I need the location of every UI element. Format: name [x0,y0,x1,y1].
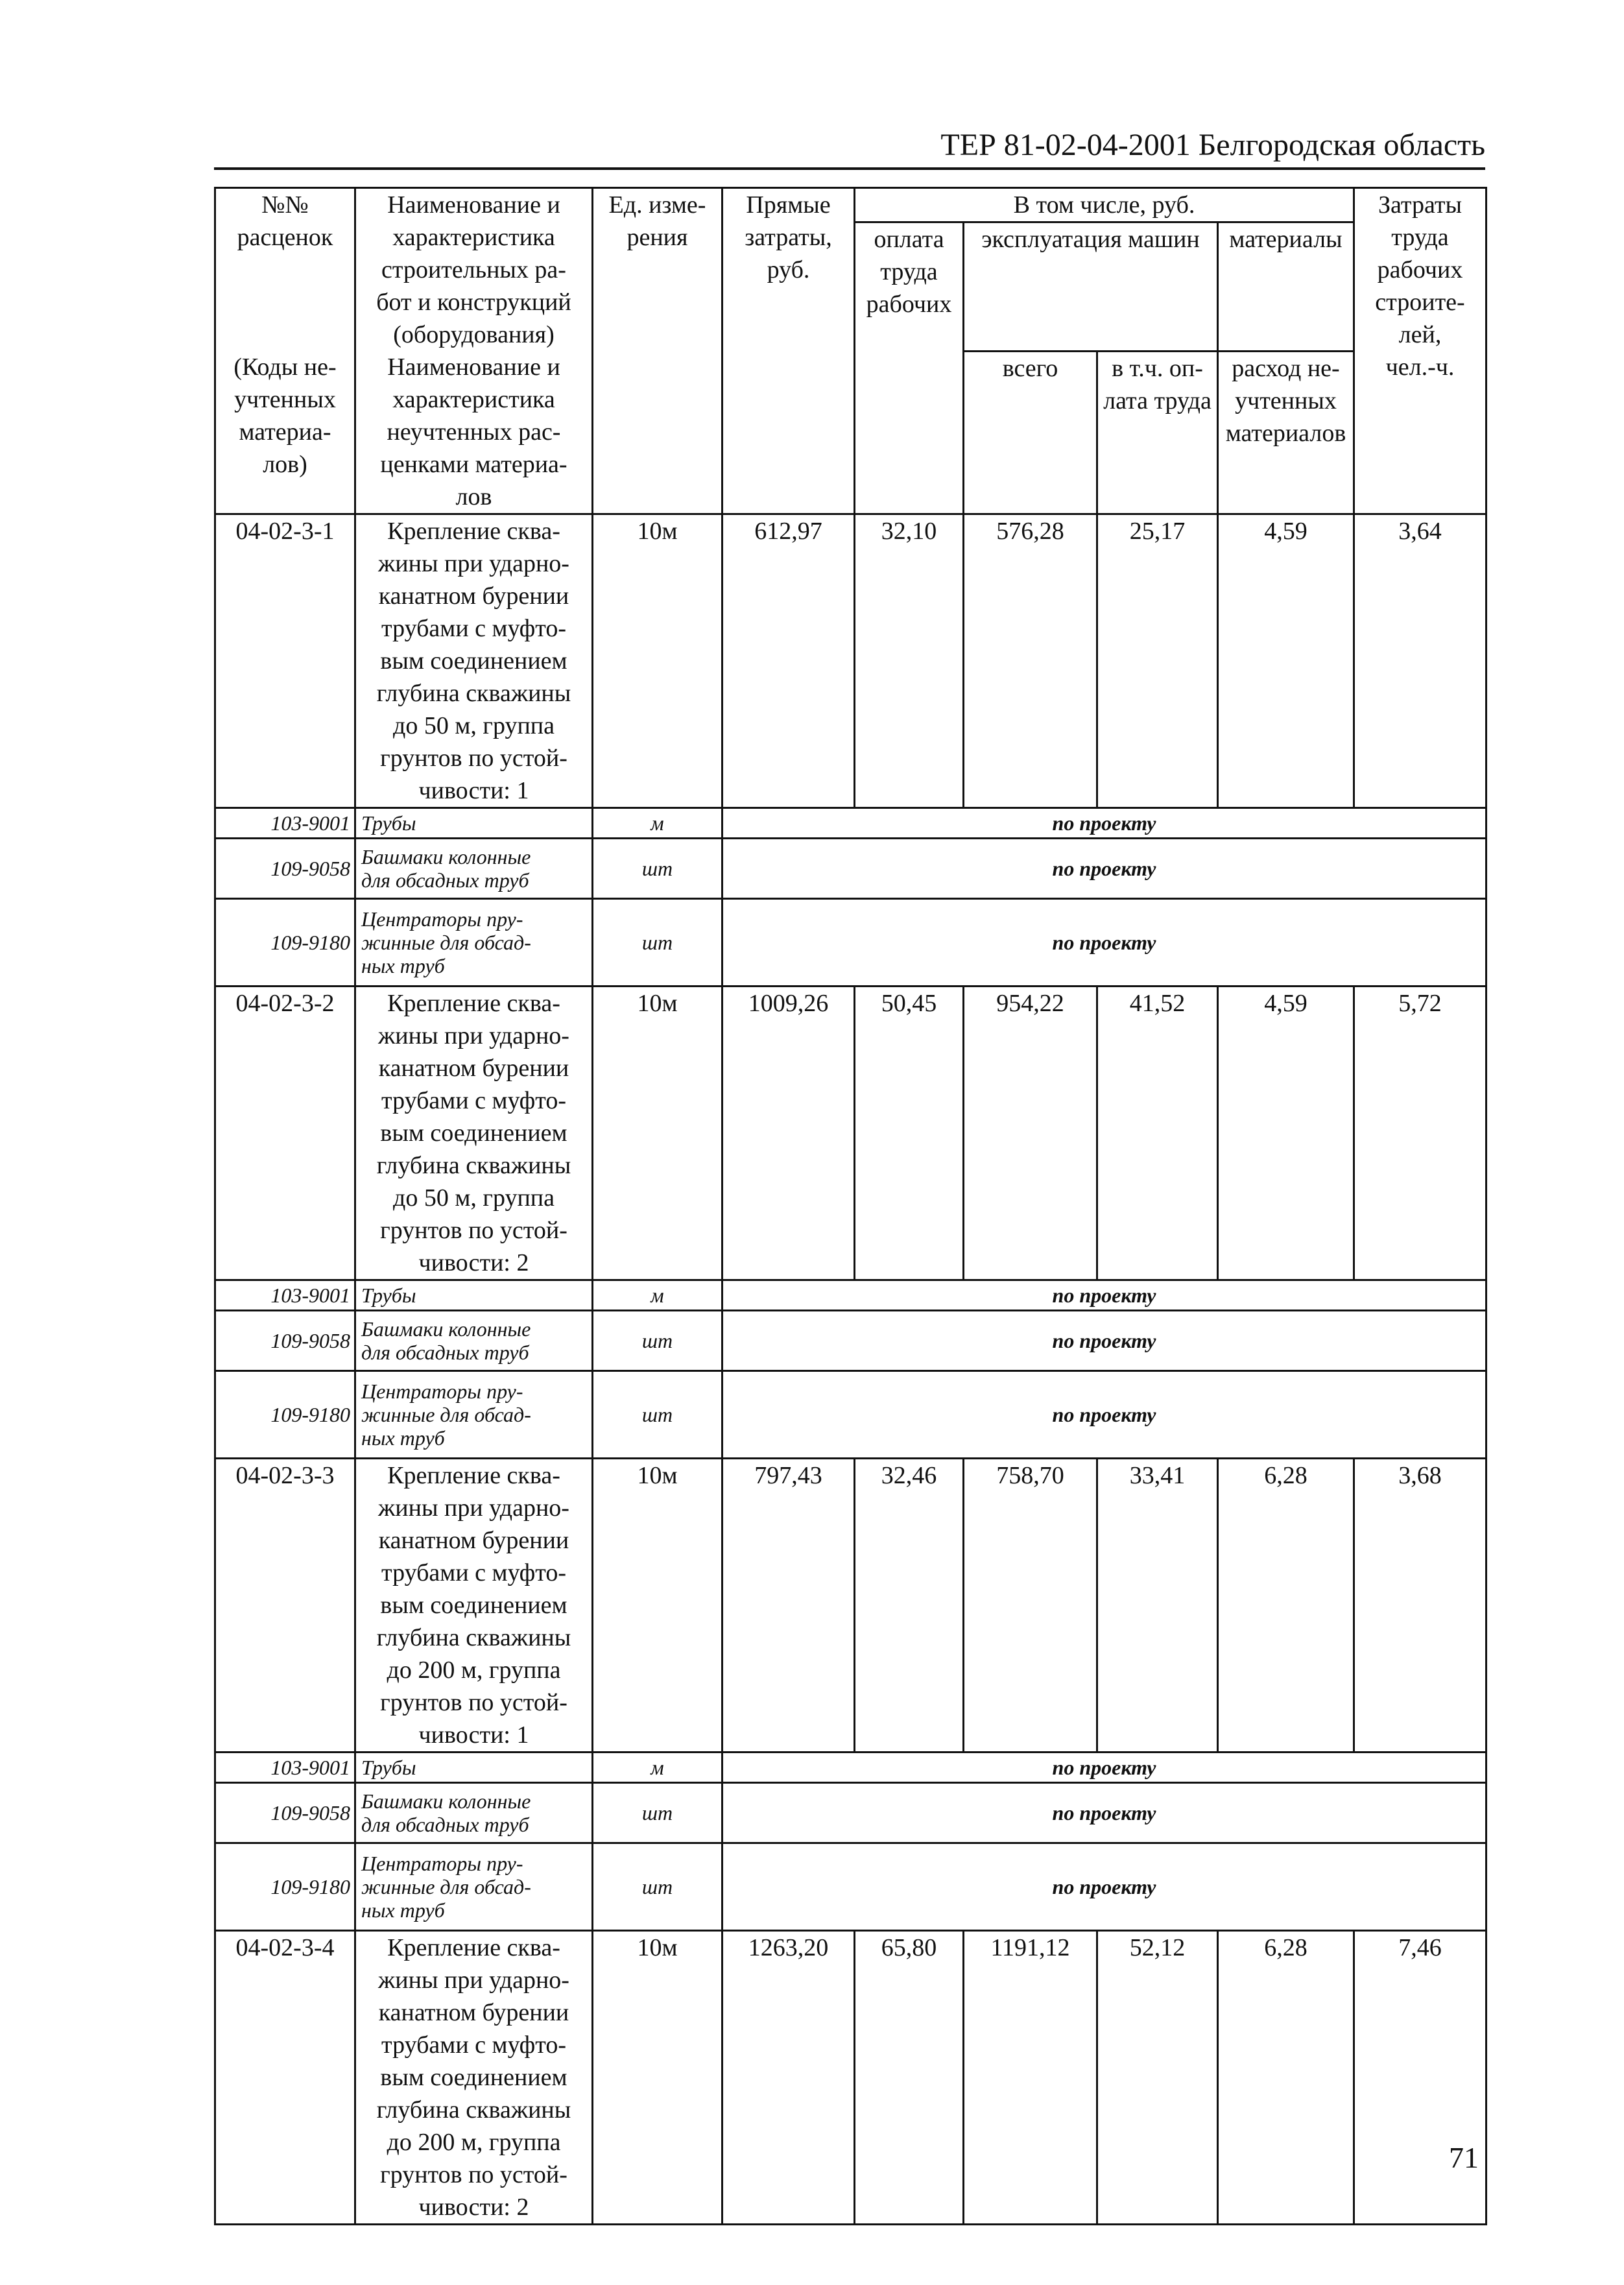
text-line: материа- [239,418,331,446]
rate-name [355,1931,593,2225]
text-line: Крепление сква- [387,518,560,545]
text-line: для обсадных труб [361,1813,529,1836]
text-line: бот и конструкций [376,289,571,316]
text-line: Затраты [1378,191,1462,219]
text-line: чивости: 2 [418,2194,529,2221]
rate-unit: 10м [593,1931,722,2225]
text-line: ных труб [361,1898,445,1922]
rate-code: 04-02-3-2 [215,987,355,1280]
text-line: глубина скважины [376,680,571,707]
text-line: глубина скважины [376,1624,571,1651]
rate-machines-total: 954,22 [964,987,1097,1280]
text-line: учтенных [234,386,336,413]
col-unacc-header [1218,351,1354,514]
material-name [355,899,593,987]
rate-materials: 4,59 [1218,514,1354,808]
col-name-header-top [355,188,593,352]
col-direct-header [722,188,855,514]
material-unit: шт [593,1783,722,1843]
rate-machine-wages: 41,52 [1097,987,1218,1280]
text-line: чивости: 2 [418,1249,529,1276]
material-code: 109-9180 [215,899,355,987]
text-line: в т.ч. оп- [1112,354,1203,382]
material-unit: шт [593,1311,722,1371]
text-line: трубами с муфто- [381,615,566,642]
text-line: Крепление сква- [387,990,560,1017]
text-line: труда [880,258,938,285]
rate-machine-wages: 33,41 [1097,1459,1218,1753]
text-line: канатном бурении [378,582,569,610]
rate-machine-wages: 25,17 [1097,514,1218,808]
text-line: оплата [874,226,944,253]
rate-machine-wages: 52,12 [1097,1931,1218,2225]
text-line: характеристика [392,386,555,413]
text-line: вым соединением [380,2064,567,2091]
text-line: вым соединением [380,1119,567,1147]
rate-unit: 10м [593,514,722,808]
material-code: 109-9058 [215,1311,355,1371]
rate-direct-cost: 797,43 [722,1459,855,1753]
text-line: вым соединением [380,647,567,675]
rate-materials: 6,28 [1218,1459,1354,1753]
text-line: учтенных [1235,387,1337,414]
material-row [215,839,1487,899]
text-line: Прямые [746,191,831,219]
text-line: лов [455,483,492,510]
text-line: рения [627,224,688,251]
rate-direct-cost: 1009,26 [722,987,855,1280]
text-line: вым соединением [380,1592,567,1619]
rate-name [355,987,593,1280]
rate-labor: 3,64 [1354,514,1487,808]
rates-body [215,514,1487,2225]
text-line: ных труб [361,954,445,977]
col-wages-header [855,222,964,514]
text-line: Наименование и [387,353,560,381]
text-line: канатном бурении [378,1055,569,1082]
text-line: Наименование и [387,191,560,219]
text-line: трубами с муфто- [381,2031,566,2059]
material-code: 109-9058 [215,839,355,899]
text-line: Ед. изме- [608,191,706,219]
material-row [215,1311,1487,1371]
text-line: Башмаки колонные [361,845,531,868]
material-name [355,808,593,839]
rate-row [215,1931,1487,2225]
text-line: расценок [237,224,333,251]
text-line: Трубы [361,811,416,835]
text-line: строите- [1375,289,1465,316]
rate-code: 04-02-3-4 [215,1931,355,2225]
text-line: ных труб [361,1426,445,1450]
material-name [355,1783,593,1843]
material-code: 109-9058 [215,1783,355,1843]
material-name [355,1280,593,1311]
material-row [215,899,1487,987]
col-labor-header [1354,188,1487,514]
text-line: материалов [1225,419,1346,447]
material-code: 103-9001 [215,808,355,839]
text-line: лата труда [1103,387,1212,414]
text-line: Крепление сква- [387,1934,560,1961]
text-line: жины при ударно- [378,1494,569,1522]
material-code: 103-9001 [215,1753,355,1783]
rate-machines-total: 758,70 [964,1459,1097,1753]
rate-row [215,1459,1487,1753]
text-line: грунтов по устой- [380,745,567,772]
text-line: до 50 м, группа [392,1184,555,1212]
material-name [355,839,593,899]
material-unit: шт [593,1371,722,1459]
col-code-header-top [215,188,355,352]
material-unit: шт [593,839,722,899]
material-note: по проекту [722,1371,1487,1459]
text-line: трубами с муфто- [381,1559,566,1586]
text-line: Центраторы пру- [361,1380,523,1403]
rate-materials: 6,28 [1218,1931,1354,2225]
rate-direct-cost: 612,97 [722,514,855,808]
material-row [215,1783,1487,1843]
material-note: по проекту [722,1753,1487,1783]
text-line: строительных ра- [381,256,566,283]
text-line: трубами с муфто- [381,1087,566,1114]
material-row [215,1280,1487,1311]
text-line: чивости: 1 [418,777,529,804]
text-line: характеристика [392,224,555,251]
material-row [215,1371,1487,1459]
text-line: жины при ударно- [378,1967,569,1994]
text-line: жины при ударно- [378,550,569,577]
rate-labor: 3,68 [1354,1459,1487,1753]
text-line: глубина скважины [376,2096,571,2123]
col-machines-header: эксплуатация машин [964,222,1218,352]
rate-wages: 50,45 [855,987,964,1280]
text-line: ценками материа- [380,451,567,478]
text-line: канатном бурении [378,1527,569,1554]
material-unit: м [593,1280,722,1311]
material-code: 103-9001 [215,1280,355,1311]
col-unit-header [593,188,722,514]
col-materials-header: материалы [1218,222,1354,352]
rate-wages: 32,10 [855,514,964,808]
material-code: 109-9180 [215,1371,355,1459]
rate-wages: 32,46 [855,1459,964,1753]
rates-table [214,187,1487,2225]
rate-unit: 10м [593,1459,722,1753]
rate-labor: 5,72 [1354,987,1487,1280]
document-header: ТЕР 81-02-04-2001 Белгородская область [940,128,1485,162]
material-row [215,808,1487,839]
rate-name [355,514,593,808]
material-unit: шт [593,1843,722,1931]
rate-row [215,514,1487,808]
text-line: (Коды не- [233,353,337,381]
text-line: неучтенных рас- [387,418,561,446]
rate-machines-total: 1191,12 [964,1931,1097,2225]
material-note: по проекту [722,1783,1487,1843]
material-note: по проекту [722,839,1487,899]
text-line: для обсадных труб [361,868,529,892]
text-line: чивости: 1 [418,1721,529,1749]
text-line: Центраторы пру- [361,1852,523,1875]
material-note: по проекту [722,808,1487,839]
text-line: до 200 м, группа [387,1657,561,1684]
text-line: Трубы [361,1756,416,1779]
material-name [355,1753,593,1783]
material-row [215,1753,1487,1783]
text-line: затраты, [745,224,832,251]
text-line: Башмаки колонные [361,1789,531,1813]
col-incl-wages-header [1097,351,1218,514]
material-row [215,1843,1487,1931]
material-note: по проекту [722,1311,1487,1371]
rate-unit: 10м [593,987,722,1280]
text-line: расход не- [1232,354,1340,382]
text-line: жины при ударно- [378,1022,569,1049]
material-note: по проекту [722,899,1487,987]
text-line: №№ [261,191,309,219]
text-line: лей, [1398,321,1442,348]
material-note: по проекту [722,1843,1487,1931]
text-line: грунтов по устой- [380,1217,567,1244]
rate-labor: 7,46 [1354,1931,1487,2225]
rate-materials: 4,59 [1218,987,1354,1280]
text-line: Крепление сква- [387,1462,560,1489]
text-line: жинные для обсад- [361,1875,531,1898]
text-line: рабочих [866,291,952,318]
rate-machines-total: 576,28 [964,514,1097,808]
material-code: 109-9180 [215,1843,355,1931]
page-number: 71 [1449,2141,1479,2174]
text-line: жинные для обсад- [361,1403,531,1426]
text-line: Башмаки колонные [361,1317,531,1341]
col-incl-header: В том числе, руб. [855,188,1354,222]
text-line: лов) [263,451,307,478]
text-line: для обсадных труб [361,1341,529,1364]
text-line: до 200 м, группа [387,2129,561,2156]
text-line: грунтов по устой- [380,2161,567,2188]
col-code-header-bottom [215,351,355,514]
material-name [355,1843,593,1931]
material-note: по проекту [722,1280,1487,1311]
text-line: Центраторы пру- [361,907,523,931]
text-line: жинные для обсад- [361,931,531,954]
text-line: руб. [767,256,810,283]
material-name [355,1371,593,1459]
text-line: до 50 м, группа [392,712,555,739]
text-line: канатном бурении [378,1999,569,2026]
material-unit: м [593,808,722,839]
text-line: глубина скважины [376,1152,571,1179]
rate-wages: 65,80 [855,1931,964,2225]
header-rule [214,167,1485,170]
col-total-header: всего [964,351,1097,514]
material-unit: м [593,1753,722,1783]
text-line: грунтов по устой- [380,1689,567,1716]
text-line: рабочих [1377,256,1463,283]
rate-row [215,987,1487,1280]
text-line: труда [1391,224,1449,251]
rate-code: 04-02-3-3 [215,1459,355,1753]
material-unit: шт [593,899,722,987]
col-name-header-bottom [355,351,593,514]
rate-name [355,1459,593,1753]
rate-code: 04-02-3-1 [215,514,355,808]
rate-direct-cost: 1263,20 [722,1931,855,2225]
material-name [355,1311,593,1371]
text-line: чел.-ч. [1385,353,1455,381]
text-line: Трубы [361,1284,416,1307]
text-line: (оборудования) [393,321,555,348]
